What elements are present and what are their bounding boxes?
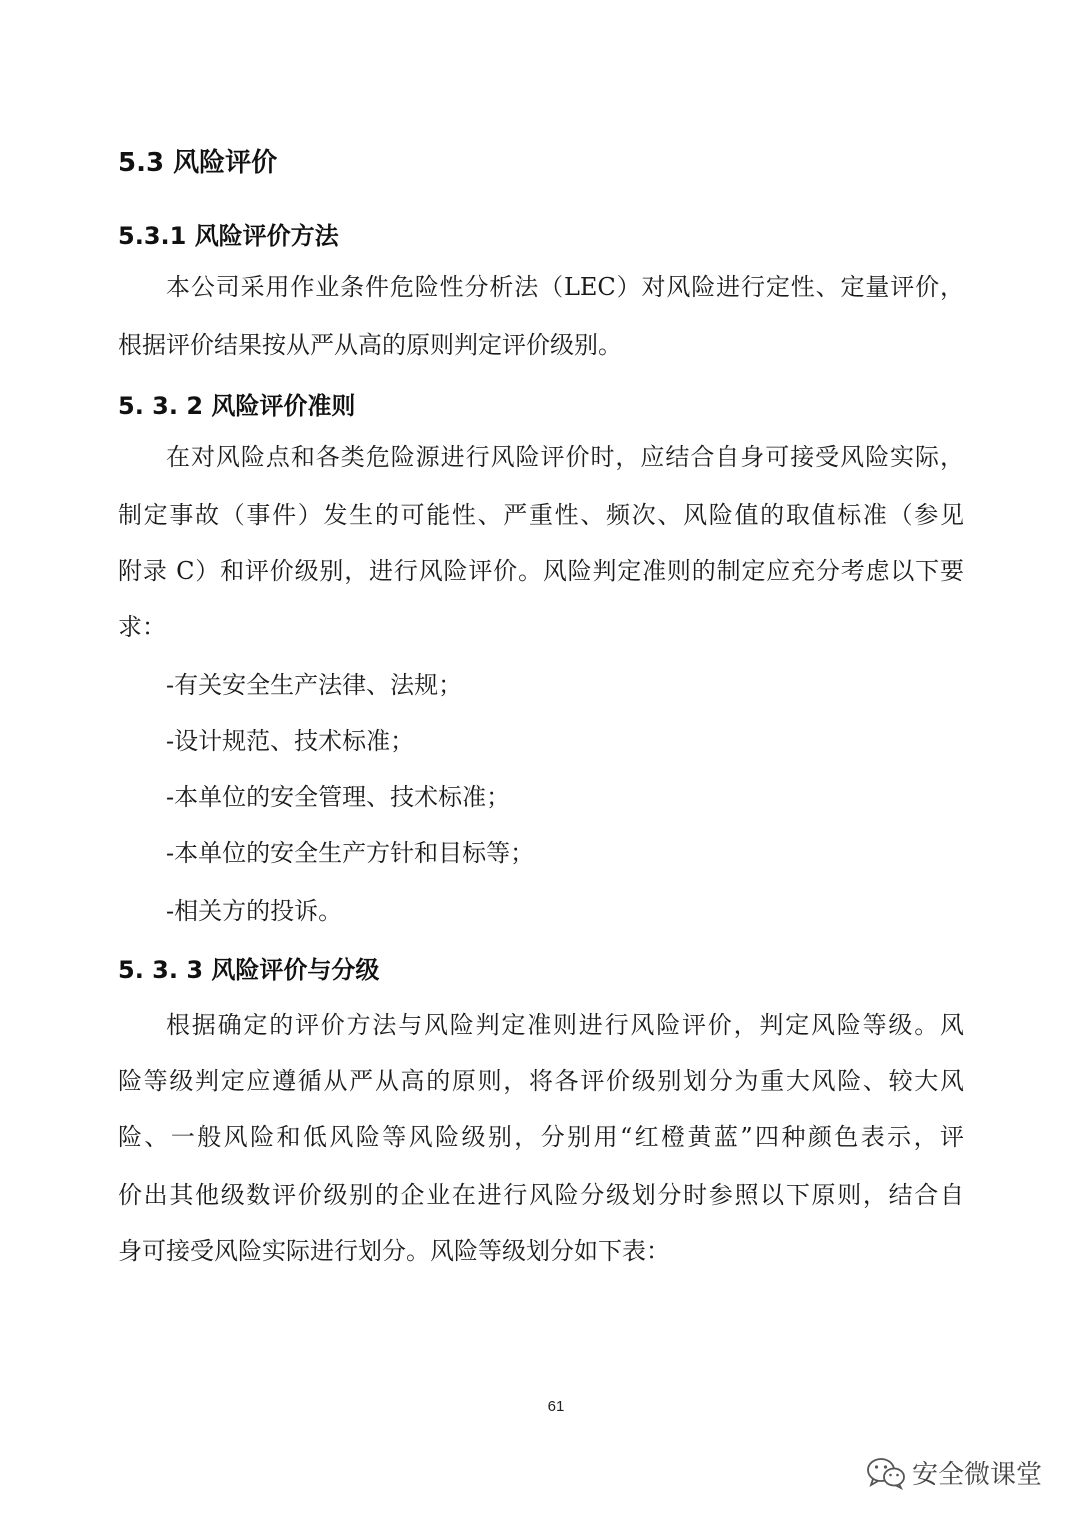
paragraph-line: 根据确定的评价方法与风险判定准则进行风险评价，判定风险等级。风	[166, 1011, 964, 1039]
subsection-title-5-3-2: 5. 3. 2 风险评价准则	[118, 392, 356, 420]
section-title: 5.3 风险评价	[118, 148, 278, 178]
list-item: -相关方的投诉。	[166, 897, 343, 925]
list-item: -有关安全生产法律、法规；	[166, 671, 463, 699]
paragraph-line: 本公司采用作业条件危险性分析法（LEC）对风险进行定性、定量评价，	[166, 273, 964, 301]
watermark	[866, 1454, 1042, 1491]
list-item: -设计规范、技术标准；	[166, 727, 415, 755]
page-number: 61	[547, 1398, 565, 1415]
paragraph-line: 求：	[118, 613, 166, 641]
paragraph-line: 险、一般风险和低风险等风险级别，分别用“红橙黄蓝”四种颜色表示，评	[118, 1123, 964, 1151]
paragraph-line: 身可接受风险实际进行划分。风险等级划分如下表：	[118, 1237, 670, 1265]
list-item: -本单位的安全管理、技术标准；	[166, 783, 511, 811]
paragraph-line: 制定事故（事件）发生的可能性、严重性、频次、风险值的取值标准（参见	[118, 501, 964, 529]
paragraph-line: 附录 C）和评价级别，进行风险评价。风险判定准则的制定应充分考虑以下要	[118, 557, 964, 585]
subsection-title-5-3-3: 5. 3. 3 风险评价与分级	[118, 956, 380, 984]
paragraph-line: 价出其他级数评价级别的企业在进行风险分级划分时参照以下原则，结合自	[118, 1181, 964, 1209]
wechat-icon	[866, 1456, 906, 1490]
watermark-text: 安全微课堂	[911, 1460, 1042, 1490]
paragraph-line: 险等级判定应遵循从严从高的原则，将各评价级别划分为重大风险、较大风	[118, 1067, 964, 1095]
paragraph-line: 在对风险点和各类危险源进行风险评价时，应结合自身可接受风险实际，	[166, 443, 964, 471]
subsection-title-5-3-1: 5.3.1 风险评价方法	[118, 222, 339, 250]
list-item: -本单位的安全生产方针和目标等；	[166, 839, 535, 867]
paragraph-line: 根据评价结果按从严从高的原则判定评价级别。	[118, 331, 622, 359]
